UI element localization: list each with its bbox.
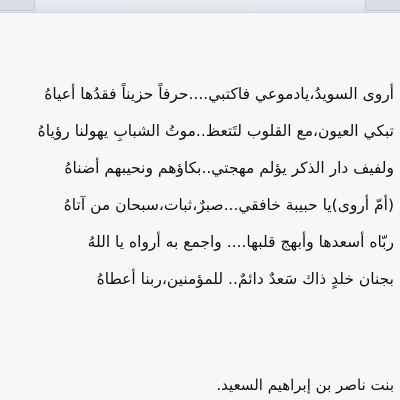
- author-signature: بنت ناصر بن إبراهيم السعيد.: [216, 376, 394, 394]
- toolbar-right-button[interactable]: [365, 0, 400, 11]
- poem-verse-4: (أمّ أروى)يا حبيبة خافقي...صبرٌ،ثبات،سبحان من آتاهُ: [63, 196, 394, 214]
- poem-verse-5: ربّاه أسعدها وأبهج قلبها.... واجمع به أرواه يا اللهُ: [87, 233, 394, 251]
- poem-verse-6: بجنان خلدٍ ذاك سَعدٌ دائمٌ.. للمؤمنين،ربنا أعطاهُ: [96, 270, 394, 288]
- poem-verse-2: تبكي العيون،مع القلوب لتَتعظ..موتُ الشبابِ يهولنا رؤياهُ: [37, 122, 394, 140]
- poem-verse-1: أروى السويدُ،يادموعي فاكتبي....حرفاً حزيناً فقدُها أعياهُ: [44, 85, 394, 103]
- toolbar-left-button[interactable]: [0, 0, 35, 11]
- poem-verse-3: ولفيف دار الذكر يؤلم مهجتي..بكاؤهم ونحيبهم أضناهُ: [64, 159, 394, 177]
- poem-body: [6, 76, 394, 298]
- top-toolbar: [0, 0, 400, 13]
